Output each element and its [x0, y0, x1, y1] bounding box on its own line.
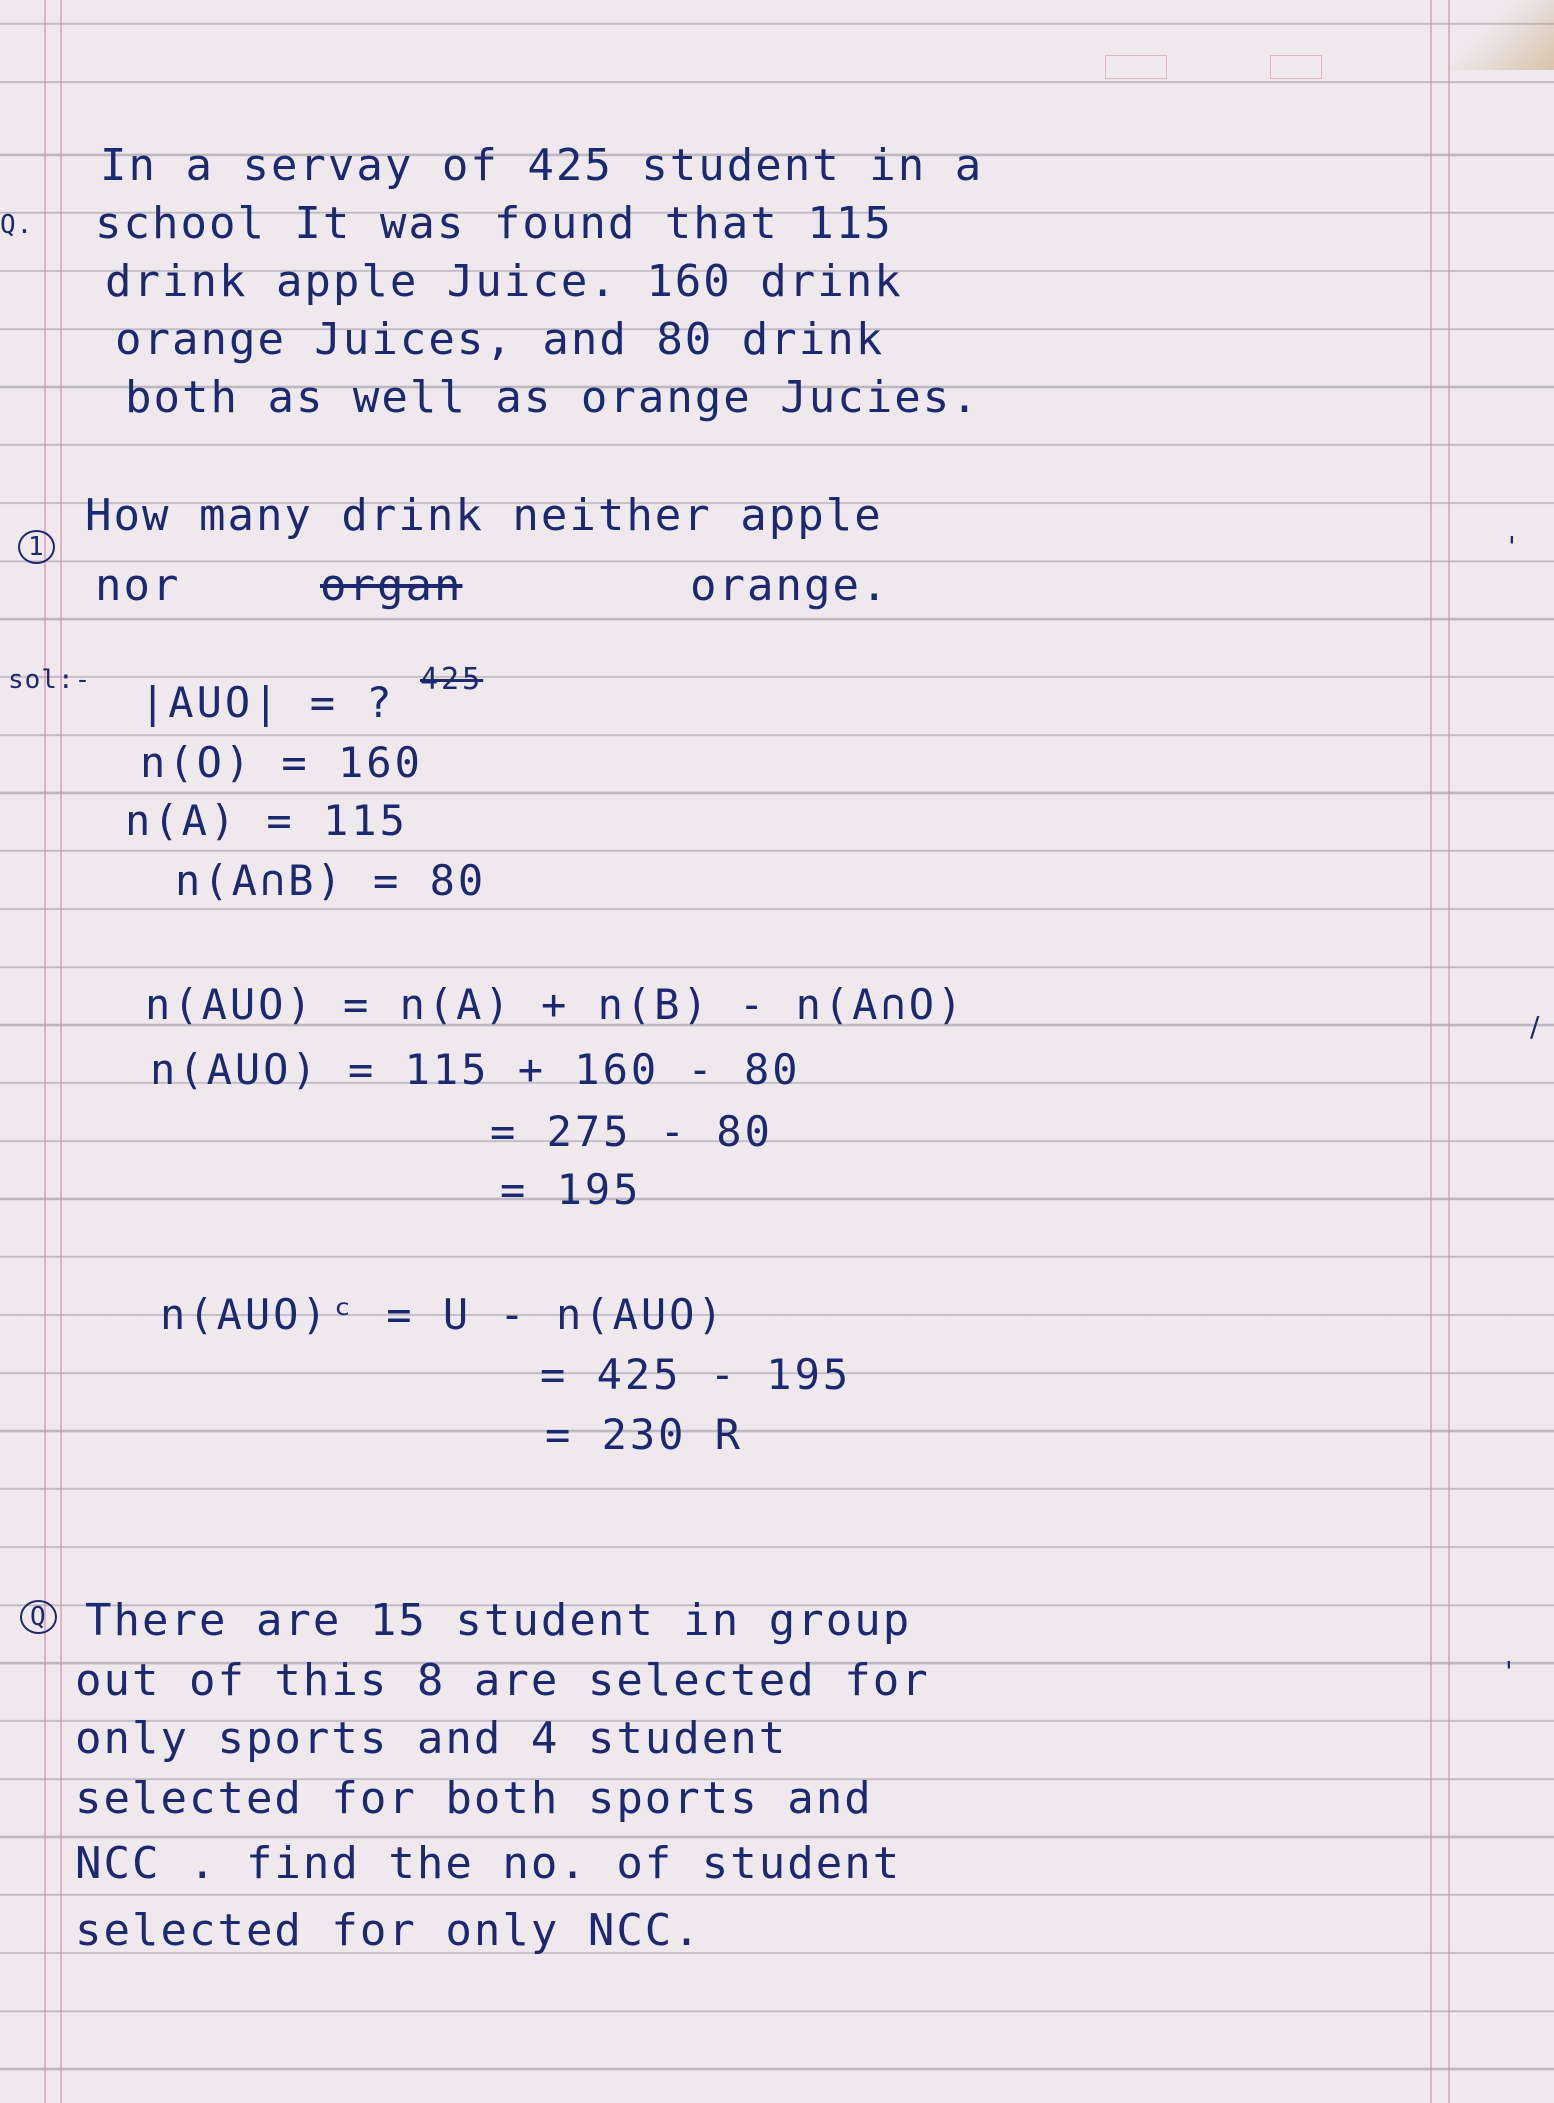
- margin-line-right: [1430, 0, 1432, 2103]
- faint-page-stamp-2: [1270, 55, 1322, 79]
- question-line-1: In a servay of 425 student in a: [100, 140, 984, 191]
- margin-tick-3: ': [1505, 1655, 1513, 1688]
- faint-page-stamp: [1105, 55, 1167, 79]
- part1-line-2: nor: [95, 560, 181, 611]
- union-step-1: = 275 - 80: [490, 1107, 773, 1156]
- part1-last-word: orange.: [690, 560, 890, 611]
- question-line-4: orange Juices, and 80 drink: [115, 314, 885, 365]
- part2-line-1: There are 15 student in group: [85, 1595, 912, 1646]
- part2-line-2: out of this 8 are selected for: [75, 1655, 930, 1706]
- part2-line-3: only sports and 4 student: [75, 1713, 788, 1764]
- complement-result: = 230 R: [545, 1410, 744, 1459]
- question-line-3: drink apple Juice. 160 drink: [105, 256, 903, 307]
- question-marker: Q.: [0, 210, 34, 240]
- given-union: |AUO| = ?: [140, 678, 395, 727]
- part1-line-1: How many drink neither apple: [85, 490, 883, 541]
- margin-line-left: [44, 0, 46, 2103]
- question-line-5: both as well as orange Jucies.: [125, 372, 980, 423]
- margin-tick-2: /: [1530, 1010, 1540, 1043]
- part1-number: 1: [18, 530, 55, 564]
- given-apple: n(A) = 115: [125, 796, 408, 845]
- margin-tick-1: ': [1508, 530, 1516, 563]
- union-result: = 195: [500, 1165, 642, 1214]
- given-intersection: n(A∩B) = 80: [175, 856, 487, 905]
- part2-line-6: selected for only NCC.: [75, 1905, 702, 1956]
- part2-number: Q: [20, 1600, 57, 1634]
- union-substitution: n(AUO) = 115 + 160 - 80: [150, 1045, 801, 1094]
- complement-formula: n(AUO)ᶜ = U - n(AUO): [160, 1290, 726, 1339]
- margin-line-right-inner: [1448, 0, 1450, 2103]
- solution-label: sol:-: [8, 665, 92, 695]
- margin-line-left-inner: [60, 0, 62, 2103]
- part2-line-4: selected for both sports and: [75, 1773, 873, 1824]
- question-line-2: school It was found that 115: [95, 198, 893, 249]
- part1-struck-word: organ: [320, 560, 463, 611]
- complement-step-1: = 425 - 195: [540, 1350, 852, 1399]
- page-corner-shadow: [1434, 0, 1554, 70]
- given-orange: n(O) = 160: [140, 738, 423, 787]
- part2-line-5: NCC . find the no. of student: [75, 1838, 902, 1889]
- struck-value: 425: [420, 662, 484, 697]
- union-formula: n(AUO) = n(A) + n(B) - n(A∩O): [145, 980, 966, 1029]
